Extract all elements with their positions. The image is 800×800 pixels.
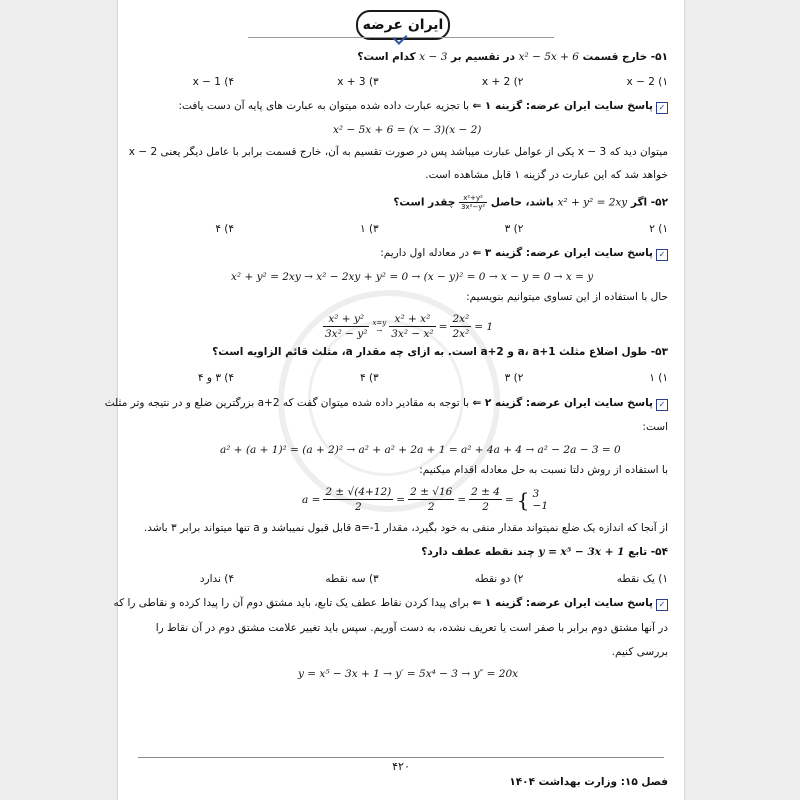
answer-53-cont: است: <box>642 421 668 433</box>
option-4[interactable]: ۴) ندارد <box>199 573 235 585</box>
option-2[interactable]: ۲) ۳ <box>504 372 524 384</box>
answer-51: ✓پاسخ سایت ایران عرضه: گزینه ۱ ⇐ با تجزیه عبارت داده شده میتوان به عبارت های پایه آن دست یافت: <box>134 99 668 114</box>
option-4[interactable]: ۴) ۳ و ۴ <box>197 372 235 384</box>
option-4[interactable]: ۴) x − 1 <box>192 76 235 88</box>
explanation-53-b: از آنجا که اندازه یک ضلع نمیتواند مقدار منفی به خود بگیرد، مقدار a=-1 قابل قبول نمیباشد و a تنها میتواند برابر ۳ باشد. <box>143 522 668 534</box>
explanation-51-a: میتوان دید که x − 3 یکی از عوامل عبارت میباشد پس در صورت تقسیم به آن، خارج قسمت برابر با عامل دیگر یعنی x − 2 <box>128 146 668 158</box>
quadratic-solution-53: a = $\frac{2 \pm √(4+12)}{2}$ = $\frac{2 \pm √16}{2}$ = $\frac{2 \pm 4}{2}$ = { 3 −1 <box>302 486 549 513</box>
checkbox-icon: ✓ <box>656 399 668 411</box>
fraction-chain-52: $\frac{\text{x² + y²}}{\text{3x² − y²}}$ x=y → $\frac{\text{x² + x²}}{\text{3x² − x²}}$ = $\frac{\text{2x²}}{\text{2x²}}$ = 1 <box>325 313 494 340</box>
option-1[interactable]: ۱) x − 2 <box>626 76 668 88</box>
explanation-54-a: در آنها مشتق دوم برابر با صفر است یا تعریف نشده، به دست آوریم. سپس باید تغییر علامت مشتق دوم در آن نقاط را <box>155 622 668 634</box>
explanation-53-a: با استفاده از روش دلتا نسبت به حل معادله اقدام میکنیم: <box>419 464 668 476</box>
formula-53: a² + (a + 1)² = (a + 2)² → a² + a² + 2a + 1 = a² + 4a + 4 → a² − 2a − 3 = 0 <box>220 444 621 456</box>
question-52: ۵۲- اگر x² + y² = 2xy باشد، حاصل $\frac{\text{x²+y²}}{\text{3x²−y²}}$ چقدر است؟ <box>393 194 668 211</box>
question-51-options <box>134 75 668 89</box>
question-54-options <box>134 572 668 586</box>
question-53: ۵۳- طول اضلاع مثلث a، a+1 و a+2 است. به ازای چه مقدار a، مثلث قائم الزاویه است؟ <box>212 346 668 358</box>
option-3[interactable]: ۳) ۴ <box>359 372 379 384</box>
document-page <box>104 0 684 800</box>
option-2[interactable]: ۲) دو نقطه <box>474 573 524 585</box>
option-3[interactable]: ۳) x + 3 <box>337 76 379 88</box>
option-1[interactable]: ۱) یک نقطه <box>616 573 668 585</box>
answer-54: ✓پاسخ سایت ایران عرضه: گزینه ۱ ⇐ برای پیدا کردن نقاط عطف یک تابع، باید مشتق دوم آن را پیدا کرده و نقاطی را که <box>134 596 668 611</box>
checkbox-icon: ✓ <box>656 249 668 261</box>
option-3[interactable]: ۳) سه نقطه <box>325 573 379 585</box>
option-1[interactable]: ۱) ۲ <box>649 223 668 235</box>
checkbox-icon: ✓ <box>656 102 668 114</box>
explanation-54-b: بررسی کنیم. <box>611 646 668 658</box>
answer-52: ✓پاسخ سایت ایران عرضه: گزینه ۳ ⇐ در معادله اول داریم: <box>134 246 668 261</box>
question-52-options <box>134 222 668 236</box>
answer-53: ✓پاسخ سایت ایران عرضه: گزینه ۲ ⇐ با توجه به مقادیر داده شده میتوان گفت که a+2 بزرگترین ضلع و در نتیجه وتر مثلث <box>134 396 668 411</box>
formula-52: x² + y² = 2xy → x² − 2xy + y² = 0 → (x − y)² = 0 → x − y = 0 → x = y <box>231 271 594 283</box>
explanation-51-b: خواهد شد که این عبارت در گزینه ۱ قابل مشاهده است. <box>425 169 668 181</box>
question-53-options <box>134 371 668 385</box>
footer-divider <box>138 757 664 758</box>
option-4[interactable]: ۴) ۴ <box>215 223 235 235</box>
page-number: ۴۲۰ <box>392 760 410 773</box>
explanation-52: حال با استفاده از این تساوی میتوانیم بنویسیم: <box>466 291 668 303</box>
option-2[interactable]: ۲) ۳ <box>504 223 524 235</box>
question-51: ۵۱- خارج قسمت x² − 5x + 6 در تقسیم بر x − 3 کدام است؟ <box>357 51 668 63</box>
chapter-title: فصل ۱۵: وزارت بهداشت ۱۴۰۴ <box>509 776 668 788</box>
formula-54: y = x⁵ − 3x + 1 → y′ = 5x⁴ − 3 → y″ = 20x <box>298 668 519 680</box>
question-54: ۵۴- تابع y = x⁵ − 3x + 1 چند نقطه عطف دارد؟ <box>421 546 668 558</box>
option-3[interactable]: ۳) ۱ <box>359 223 379 235</box>
logo-text: ایران عرضه <box>362 17 444 33</box>
checkbox-icon: ✓ <box>656 599 668 611</box>
option-2[interactable]: ۲) x + 2 <box>481 76 524 88</box>
formula-51: x² − 5x + 6 = (x − 3)(x − 2) <box>333 124 482 136</box>
option-1[interactable]: ۱) ۱ <box>649 372 668 384</box>
